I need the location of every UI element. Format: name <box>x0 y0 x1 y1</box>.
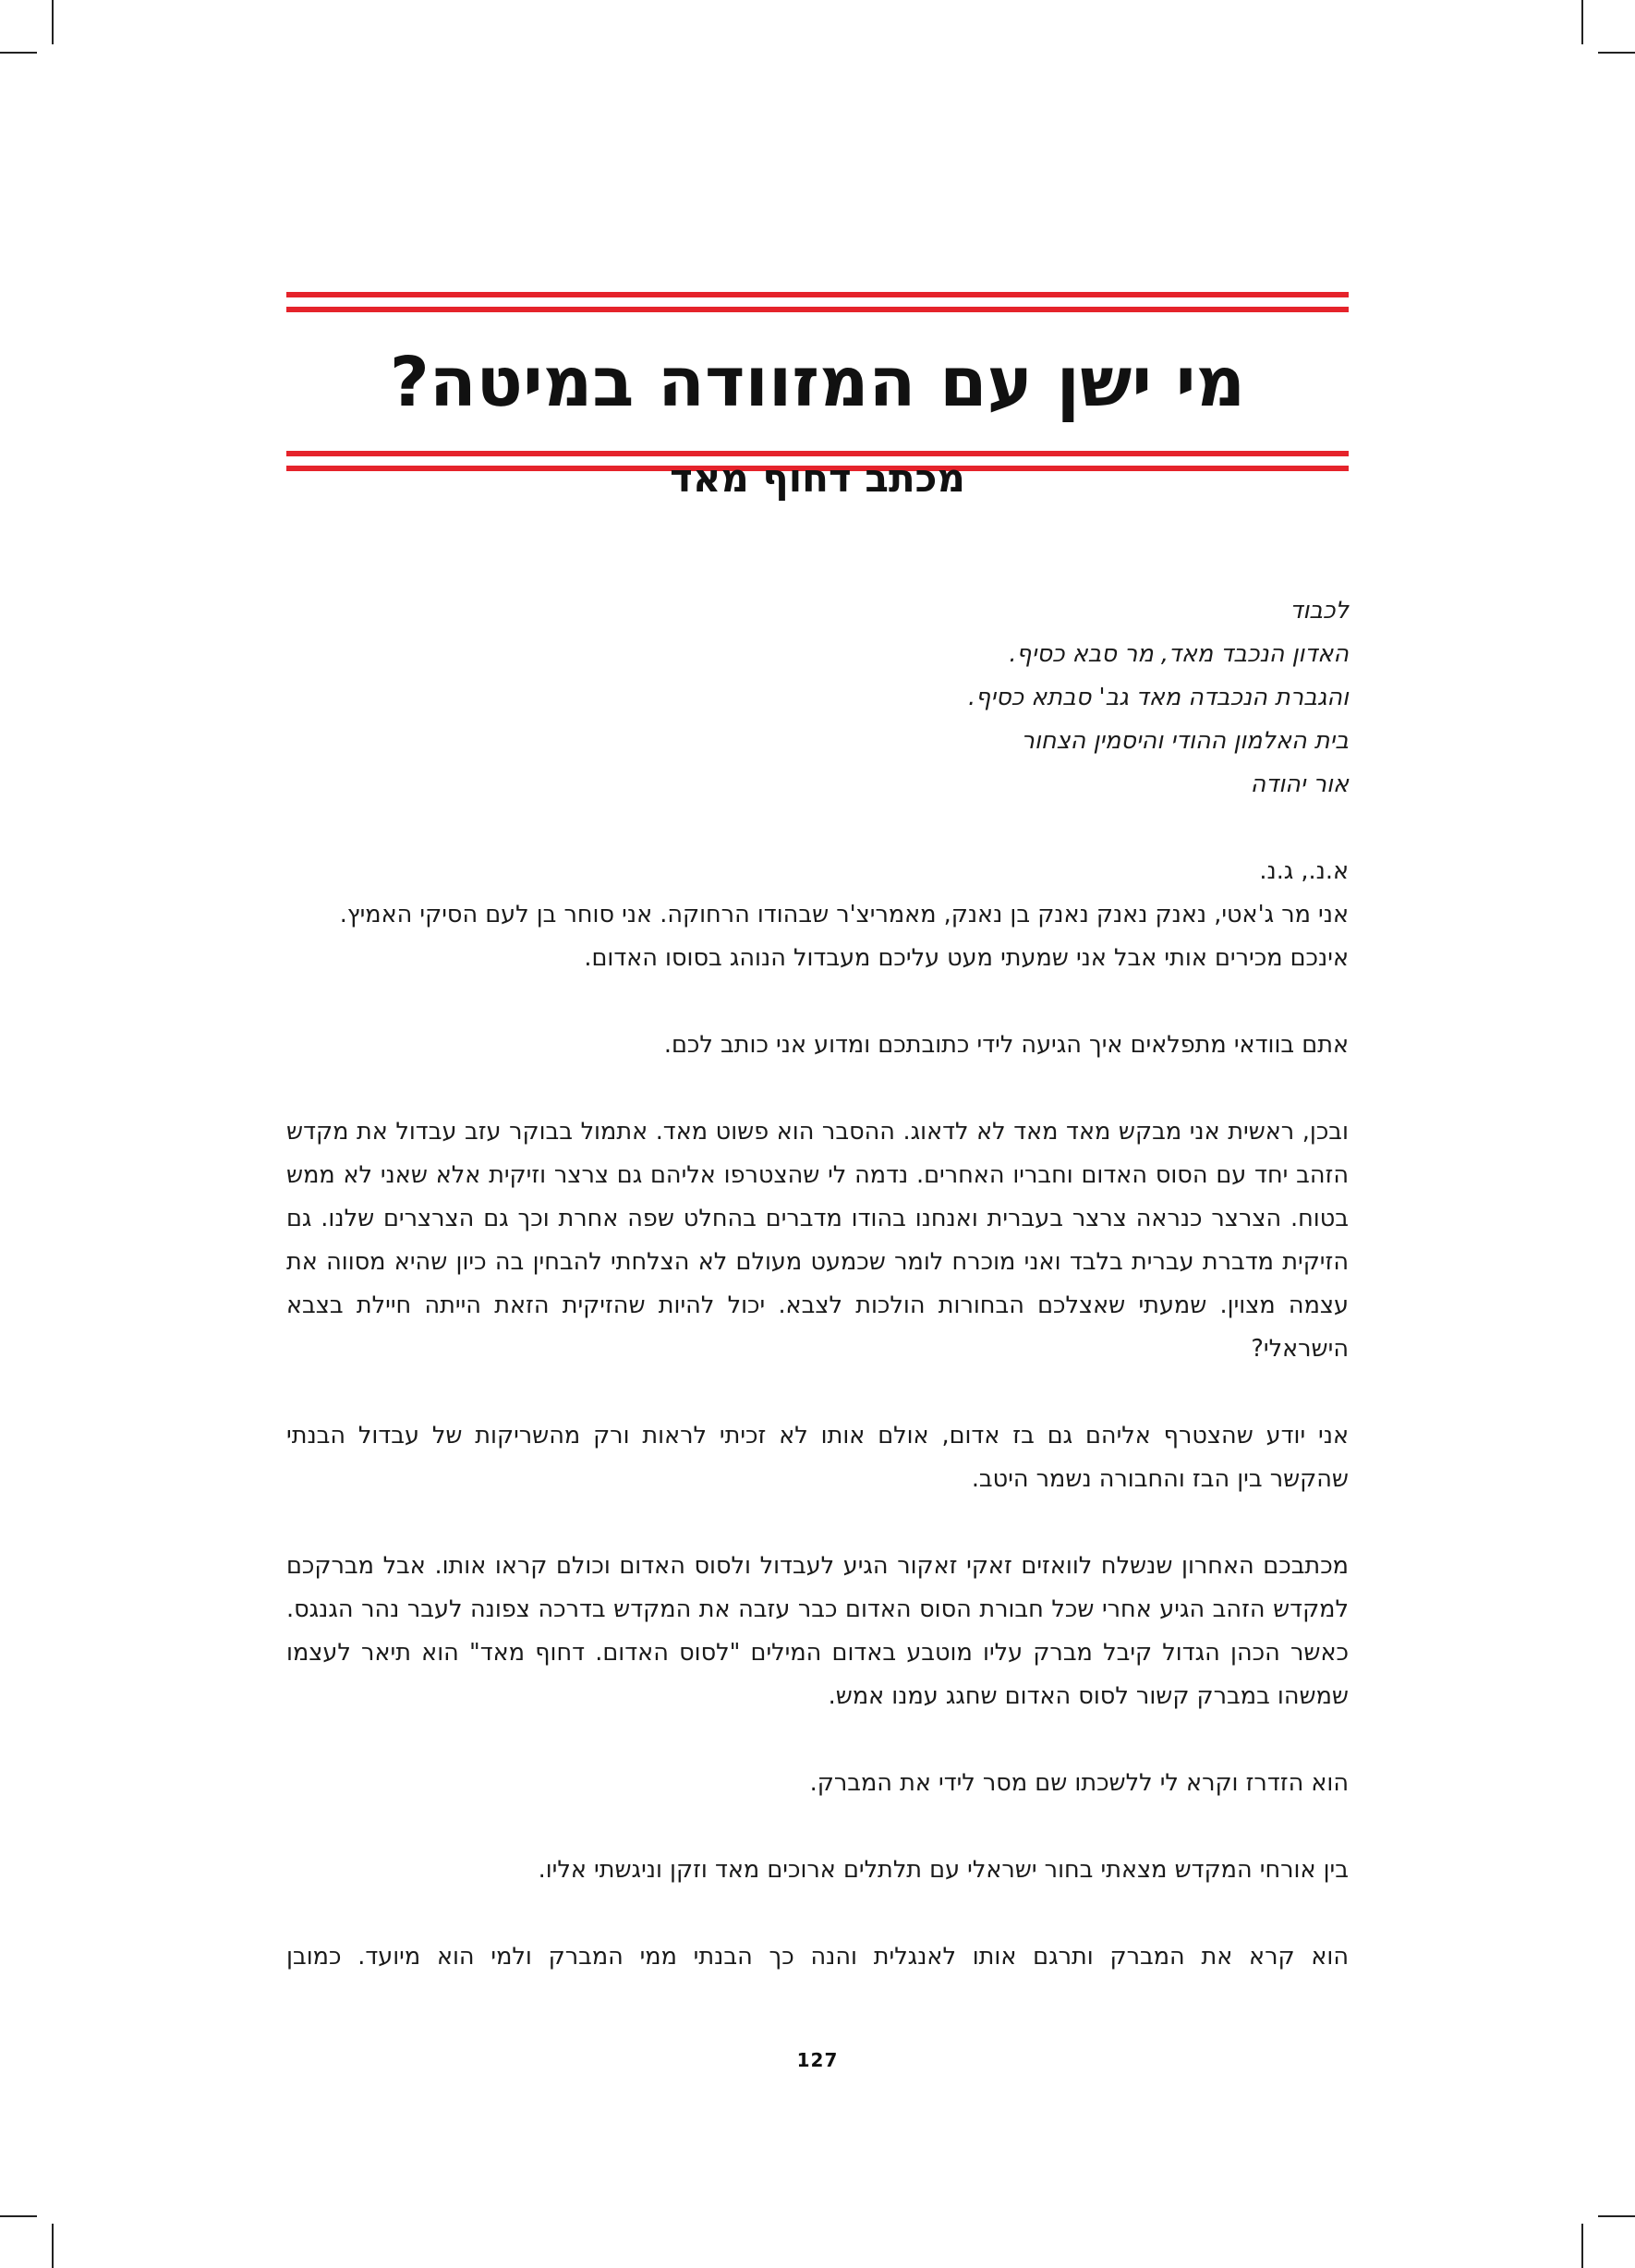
address-line: אור יהודה <box>1250 770 1349 798</box>
paragraph: אני יודע שהצטרף אליהם גם בז אדום, אולם אותו לא זכיתי לראות ורק מהשריקות של עבדול הבנתי שהקשר בין הבז והחבורה נשמר היטב. <box>286 1422 1349 1493</box>
chapter-subtitle: מכתב דחוף מאד <box>670 455 965 501</box>
opening-block <box>286 850 1349 980</box>
address-block <box>286 589 1349 807</box>
top-rule-inner <box>286 307 1349 312</box>
crop-mark <box>1598 2215 1635 2217</box>
address-line: בית האלמון ההודי והיסמין הצחור <box>1021 727 1349 755</box>
paragraph: הוא הזדרז וקרא לי ללשכתו שם מסר לידי את המברק. <box>809 1769 1349 1797</box>
letter-body <box>286 589 1349 1979</box>
chapter-title: מי ישן עם המזוודה במיטה? <box>389 343 1246 422</box>
page-number: 127 <box>796 2049 839 2071</box>
crop-mark <box>0 2215 37 2217</box>
top-rule <box>286 292 1349 297</box>
paragraph: בין אורחי המקדש מצאתי בחור ישראלי עם תלתלים ארוכים מאד וזקן וניגשתי אליו. <box>538 1856 1349 1884</box>
salutation: א.נ., ג.נ. <box>1259 857 1349 885</box>
crop-mark <box>52 2224 54 2268</box>
intro-line: אינכם מכירים אותי אבל אני שמעתי מעט עליכם מעבדול הנוהג בסוסו האדום. <box>584 944 1349 972</box>
crop-mark <box>1598 52 1635 54</box>
paragraph: מכתבכם האחרון שנשלח לוואזים זאקי זאקור הגיע לעבדול ולסוס האדום וכולם קראו אותו. אבל מברקכם למקדש הזהב הגיע אחרי שכל חבורת הסוס האדום כבר עזבה את המקדש בדרכה צפונה לעבר נהר הגנגס. כאשר הכהן הגדול קיבל מברק עליו מוטבע באדום המילים "לסוס האדום. דחוף מאד" הוא תיאר לעצמו שמשהו במברק קשור לסוס האדום שחגג עמנו אמש. <box>286 1552 1349 1710</box>
chapter-header <box>286 292 1349 471</box>
paragraph: אתם בוודאי מתפלאים איך הגיעה לידי כתובתכם ומדוע אני כותב לכם. <box>663 1031 1349 1059</box>
crop-mark <box>52 0 54 44</box>
address-line: והגברת הנכבדה מאד גב' סבתא כסיף. <box>967 684 1349 711</box>
paragraph: ובכן, ראשית אני מבקש מאד מאד לא לדאוג. ההסבר הוא פשוט מאד. אתמול בבוקר עזב עבדול את מקדש הזהב יחד עם הסוס האדום וחבריו האחרים. נדמה לי שהצטרפו אליהם גם צרצר וזיקית אלא שאני לא ממש בטוח. הצרצר כנראה צרצר בעברית ואנחנו בהודו מדברים בהחלט שפה אחרת וכך גם הצרצרים שלנו. גם הזיקית מדברת עברית בלבד ואני מוכרח לומר שכמעט מעולם לא הצלחתי להבחין בה כיון שהיא מסווה את עצמה מצוין. שמעתי שאצלכם הבחורות הולכות לצבא. יכול להיות שהזיקית הזאת הייתה חיילת בצבא הישראלי? <box>286 1118 1349 1363</box>
crop-mark <box>1581 0 1583 44</box>
address-line: לכבוד <box>1290 597 1349 625</box>
paragraph: הוא קרא את המברק ותרגם אותו לאנגלית והנה כך הבנתי ממי המברק ולמי הוא מיועד. כמובן <box>286 1943 1349 1971</box>
crop-mark <box>1581 2224 1583 2268</box>
crop-mark <box>0 52 37 54</box>
intro-line: אני מר ג'אטי, נאנק נאנק נאנק בן נאנק, מאמריצ'ר שבהודו הרחוקה. אני סוחר בן לעם הסיקי האמיץ. <box>339 901 1349 928</box>
address-line: האדון הנכבד מאד, מר סבא כסיף. <box>1009 640 1349 668</box>
